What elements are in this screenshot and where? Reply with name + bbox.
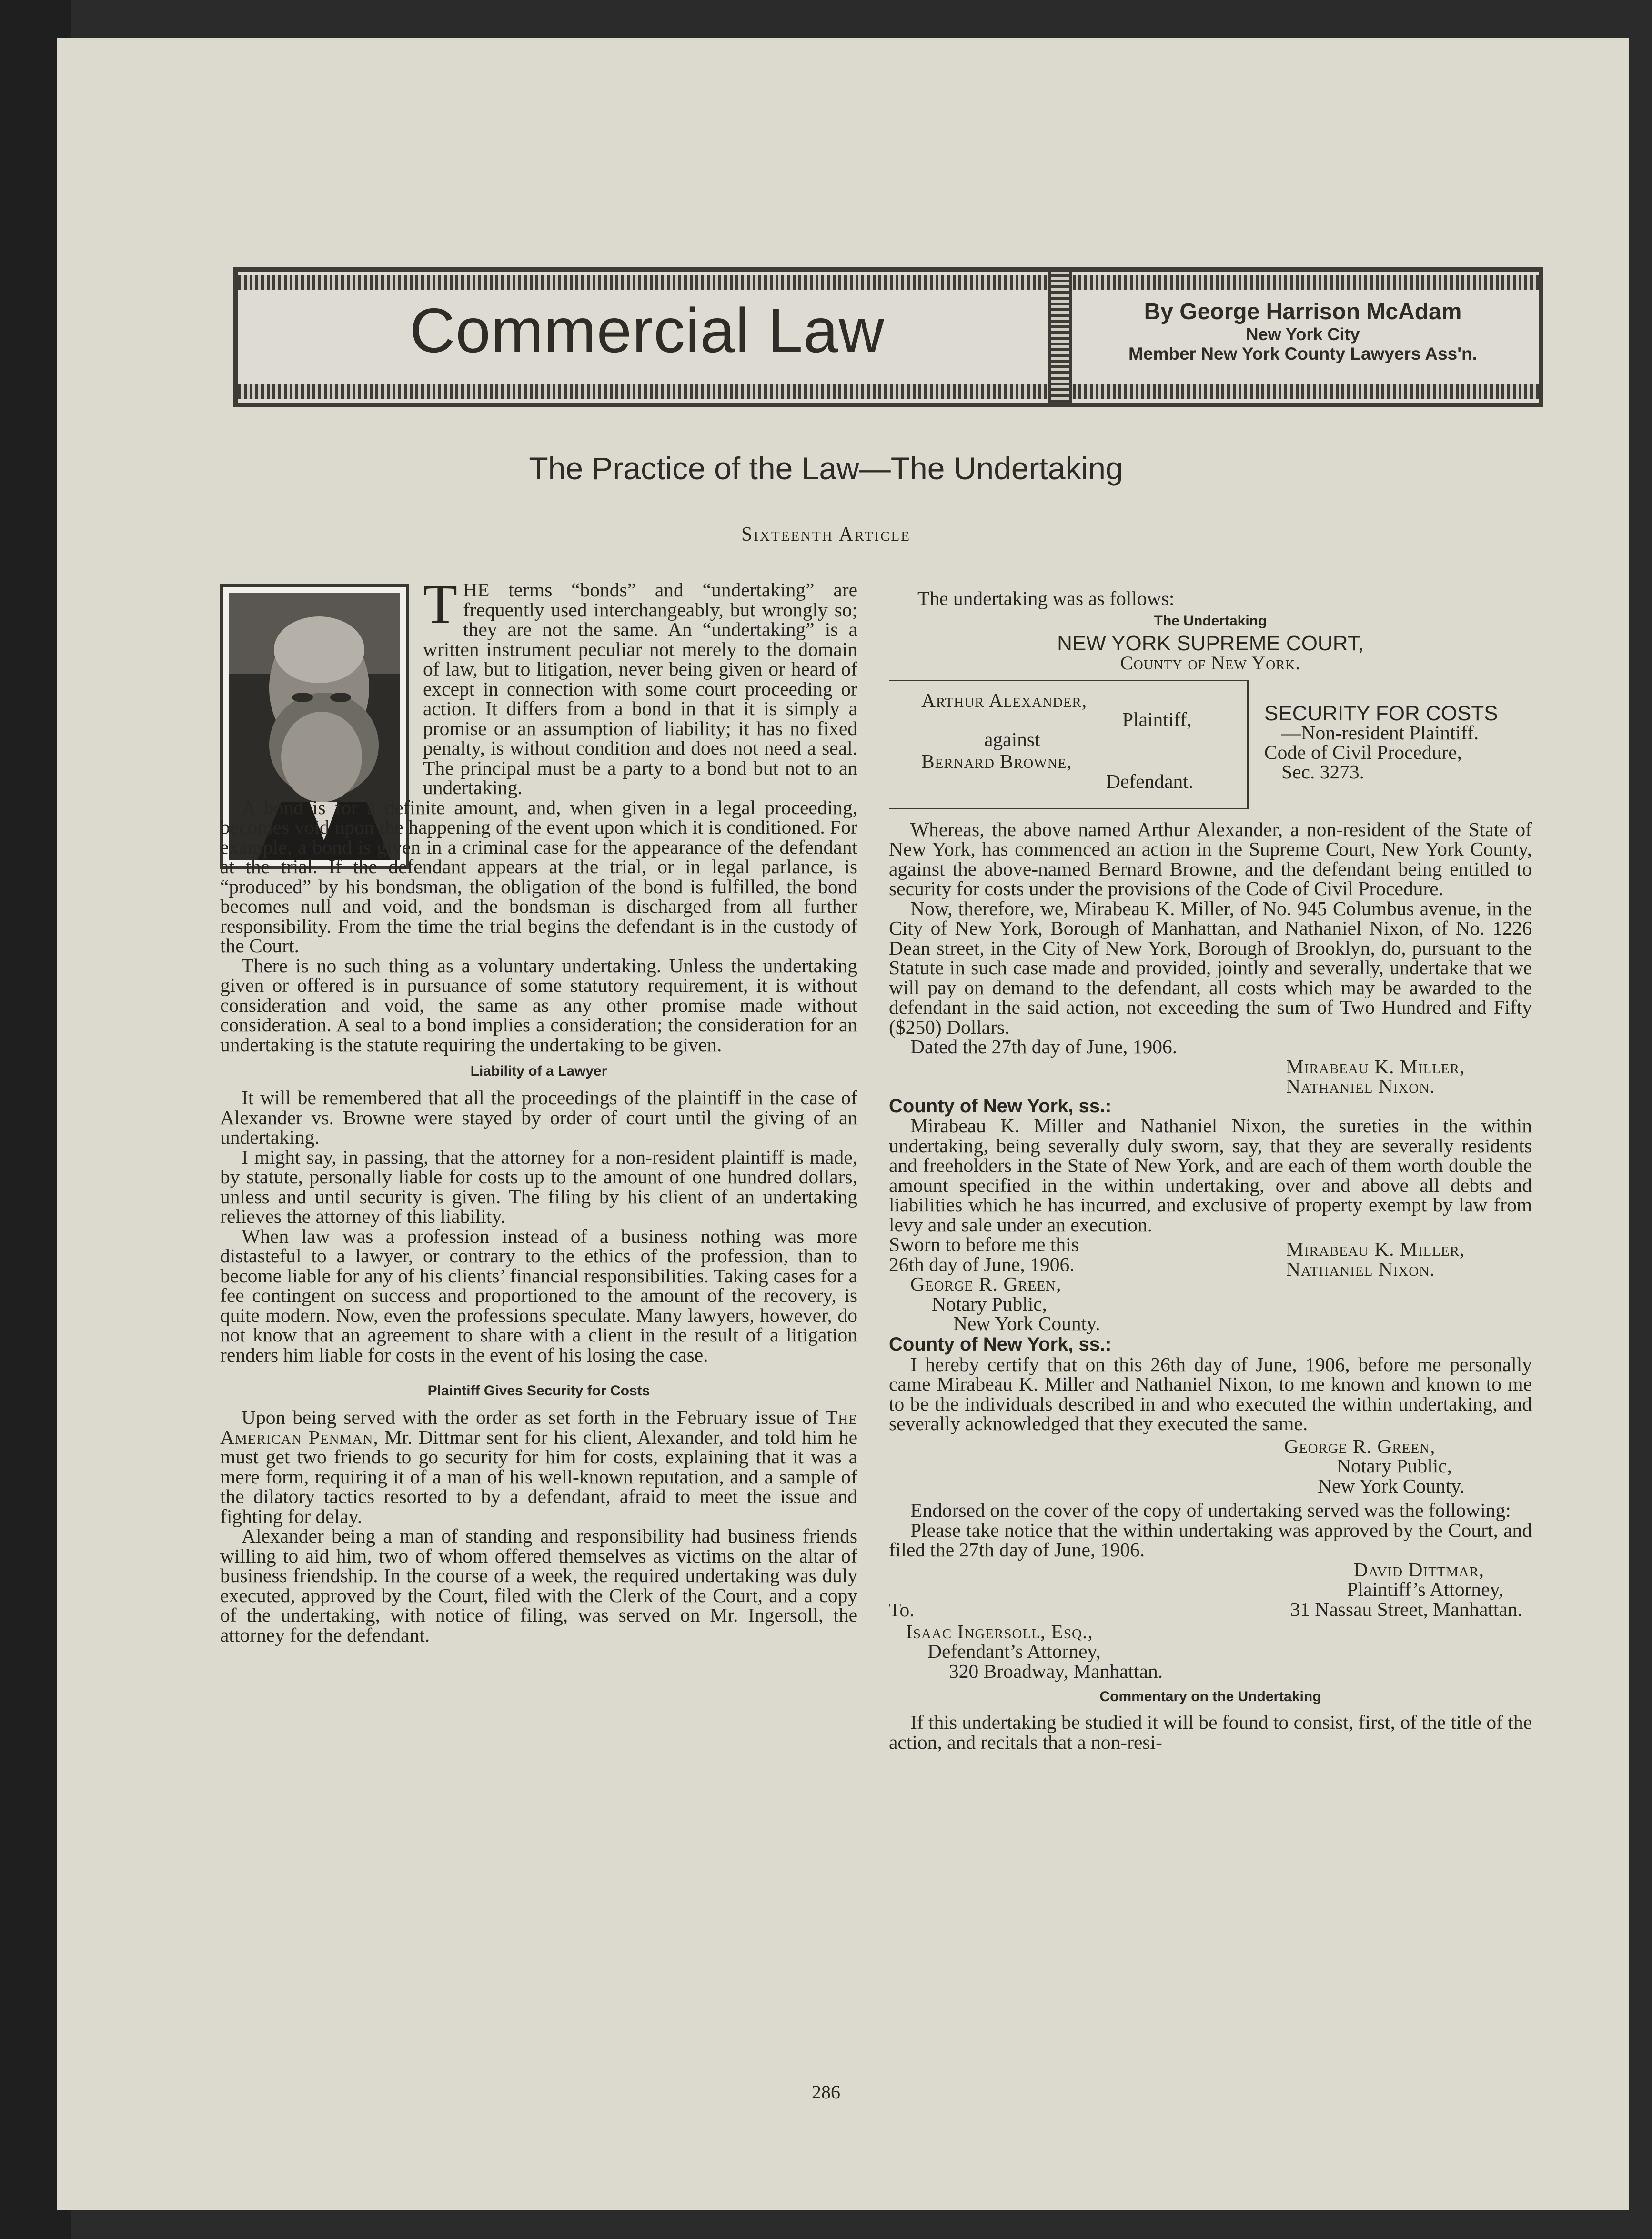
right-column bbox=[889, 589, 1532, 1752]
attorney-role: Plaintiff’s Attorney, bbox=[1347, 1578, 1503, 1600]
article-subhead: Sixteenth Article bbox=[741, 524, 911, 545]
paragraph: Please take notice that the within undertaking was approved by the Court, and filed the 27th day of June, 1906. bbox=[889, 1519, 1532, 1561]
attorney-signature bbox=[1189, 1560, 1522, 1620]
court-name: NEW YORK SUPREME COURT, bbox=[1057, 631, 1364, 655]
banner-ornament-divider bbox=[1048, 272, 1072, 403]
addressee-address: 320 Broadway, Manhattan. bbox=[949, 1660, 1163, 1682]
security-line: Sec. 3273. bbox=[1281, 760, 1365, 783]
signature-line: Notary Public, bbox=[1337, 1455, 1452, 1477]
notary-name: George R. Green, bbox=[910, 1273, 1062, 1295]
paragraph: Dated the 27th day of June, 1906. bbox=[910, 1036, 1178, 1058]
section-heading: Liability of a Lawyer bbox=[470, 1063, 607, 1079]
section-banner bbox=[233, 267, 1543, 407]
page-number: 286 bbox=[812, 2081, 840, 2103]
publication-name: The American Penman bbox=[220, 1406, 857, 1448]
security-line: Code of Civil Procedure, bbox=[1264, 741, 1462, 763]
paragraph: It will be remembered that all the proceedings of the plaintiff in the case of Alexander vs. Browne were stayed by order of court until the giving of an undertaking. bbox=[220, 1087, 857, 1148]
drop-cap: T bbox=[423, 573, 458, 635]
paragraph: Alexander being a man of standing and responsibility had business friends willing to aid him, two of whom offered themselves as victims on the altar of business friendship. In the course of a week, the required undertaking was duly executed, approved by the Court, filed with the Clerk of the Court, and a copy of the undertaking, with notice of filing, was served on Mr. Ingersoll, the attorney for the defendant. bbox=[220, 1525, 857, 1646]
paragraph: The undertaking was as follows: bbox=[917, 587, 1175, 609]
signature-block bbox=[1284, 1437, 1532, 1496]
paragraph: Whereas, the above named Arthur Alexander, a non-resident of the State of New York, has commenced an action in the Supreme Court, New York County, against the above-named Bernard Browne, and the defendant being entitled to security for costs under the provisions of the Code of Civil Procedure. bbox=[889, 818, 1532, 899]
byline-city: New York City bbox=[1246, 324, 1360, 344]
paragraph: If this undertaking be studied it will be found to consist, first, of the title of the action, and recitals that a non-resi- bbox=[889, 1711, 1532, 1753]
signature-block bbox=[1286, 1240, 1465, 1279]
left-column bbox=[220, 573, 858, 1646]
paragraph-text: , Mr. Dittmar sent for his client, Alexander, and told him he must get two friends to go security for him for costs, explaining that it was a mere form, requiring it of a man of his well-known reputation, and a sample of the dilatory tactics resorted to by a defendant, afraid to meet the issue and fighting for delay. bbox=[220, 1426, 858, 1527]
paragraph bbox=[220, 1408, 857, 1526]
paragraph: I might say, in passing, that the attorney for a non-resident plaintiff is made, by statute, personally liable for costs up to the amount of one hundred dollars, unless and until security is given. The filing by his client of an undertaking relieves the attorney of this liability. bbox=[220, 1146, 857, 1227]
jurat-line: Notary Public, bbox=[932, 1292, 1048, 1315]
section-heading: The Undertaking bbox=[1154, 613, 1267, 629]
article-headline: The Practice of the Law—The Undertaking bbox=[529, 451, 1123, 486]
attorney-block bbox=[889, 1560, 1532, 1622]
signature-line: Nathaniel Nixon. bbox=[1286, 1258, 1435, 1280]
addressee-role: Defendant’s Attorney, bbox=[927, 1640, 1101, 1662]
county-heading: County of New York, ss.: bbox=[889, 1334, 1112, 1355]
to-label: To. bbox=[889, 1598, 915, 1621]
security-line: —Non-resident Plaintiff. bbox=[1281, 721, 1479, 744]
section-title: Commercial Law bbox=[410, 295, 885, 365]
paragraph: Mirabeau K. Miller and Nathaniel Nixon, the sureties in the within undertaking, being severally duly sworn, say, that they are severally residents and freeholders in the State of New York, and are each of them worth double the amount specified in the within undertaking, over and above all debts and liabilities which he has incurred, and exclusive of property exempt by law from levy and sale under an execution. bbox=[889, 1115, 1532, 1236]
banner-ornament-bottom bbox=[238, 384, 1539, 399]
paragraph: There is no such thing as a voluntary undertaking. Unless the undertaking given or offered is in pursuance of some statutory requirement, it is without consideration and void, the same as any other promise made without consideration. A seal to a bond implies a consideration; the consideration for an undertaking is the statute requiring the undertaking to be given. bbox=[220, 954, 857, 1056]
signature-line: Nathaniel Nixon. bbox=[1286, 1075, 1435, 1097]
intro-paragraph bbox=[423, 573, 857, 798]
signature-block bbox=[1286, 1057, 1532, 1097]
signature-line: Mirabeau K. Miller, bbox=[1286, 1055, 1465, 1078]
section-heading: Commentary on the Undertaking bbox=[1099, 1689, 1321, 1704]
paragraph: When law was a profession instead of a business nothing was more distasteful to a lawyer, or contrary to the ethics of the profession, than to become liable for any of his clients’ financial responsibilities. Taking cases for a fee contingent on success and proportioned to the amount of the recovery, is quite modern. Now, even the professions speculate. Many lawyers, however, do not know that an agreement to share with a client in the result of a litigation renders him liable for costs in the event of his losing the case. bbox=[220, 1225, 857, 1366]
security-title: SECURITY FOR COSTS bbox=[1264, 701, 1498, 725]
addressee-name: Isaac Ingersoll, Esq., bbox=[906, 1620, 1093, 1643]
sworn-block bbox=[889, 1235, 1532, 1335]
section-heading: Plaintiff Gives Security for Costs bbox=[427, 1383, 650, 1399]
plaintiff-name: Arthur Alexander, bbox=[921, 689, 1088, 711]
against-label: against bbox=[984, 728, 1040, 750]
attorney-address: 31 Nassau Street, Manhattan. bbox=[1290, 1598, 1522, 1620]
intro-text: HE terms “bonds” and “undertaking” are frequently used interchangeably, but wrongly so; they are not the same. An “undertaking” is a written instrument peculiar not merely to the domain of law, but to litigation, never being given or heard of except in connection with some court proceeding or action. It differs from a bond in that it is simply a promise or an assumption of liability; it has no fixed penalty, is without condition and does not need a seal. The principal must be a party to a bond but not to an undertaking. bbox=[423, 579, 857, 798]
signature-line: Mirabeau K. Miller, bbox=[1286, 1238, 1465, 1260]
addressee-block bbox=[906, 1622, 1532, 1682]
signature-line: New York County. bbox=[1318, 1474, 1465, 1497]
court-county: County of New York. bbox=[1120, 652, 1301, 674]
plaintiff-role: Plaintiff, bbox=[1122, 708, 1192, 730]
attorney-name: David Dittmar, bbox=[1353, 1558, 1484, 1581]
caption-box bbox=[889, 680, 1249, 809]
byline-author: By George Harrison McAdam bbox=[1144, 299, 1462, 324]
paragraph: Endorsed on the cover of the copy of undertaking served was the following: bbox=[910, 1499, 1511, 1521]
jurat-line: 26th day of June, 1906. bbox=[889, 1253, 1075, 1275]
banner-ornament-top bbox=[238, 275, 1539, 290]
jurat-line: Sworn to before me this bbox=[889, 1233, 1079, 1255]
byline bbox=[1081, 299, 1524, 364]
byline-membership: Member New York County Lawyers Ass'n. bbox=[1128, 344, 1477, 364]
jurat-line: New York County. bbox=[953, 1312, 1100, 1334]
defendant-role: Defendant. bbox=[1106, 770, 1194, 792]
paragraph: A bond is for a definite amount, and, when given in a legal proceeding, becomes void upon the happening of the event upon which it is conditioned. For example, a bond is given in a criminal case for the appearance of the defendant at the trial. If the defendant appears at the trial, or in legal parlance, is “produced” by his bondsman, the obligation of the bond is fulfilled, the bond becomes null and void, and the bondsman is discharged from all further responsibility. From the time the trial begins the defendant is in the custody of the Court. bbox=[220, 796, 857, 957]
county-heading: County of New York, ss.: bbox=[889, 1095, 1112, 1117]
security-heading bbox=[1264, 701, 1536, 783]
defendant-name: Bernard Browne, bbox=[921, 750, 1072, 772]
case-caption bbox=[889, 677, 1532, 820]
paragraph-text: Upon being served with the order as set forth in the February issue of bbox=[242, 1406, 826, 1428]
paragraph: I hereby certify that on this 26th day of June, 1906, before me personally came Mirabeau K. Miller and Nathaniel Nixon, to me known and known to me to be the individuals described in and who executed the within undertaking, and severally acknowledged that they executed the same. bbox=[889, 1353, 1532, 1434]
paragraph: Now, therefore, we, Mirabeau K. Miller, of No. 945 Columbus avenue, in the City of New York, Borough of Manhattan, and Nathaniel Nixon, of No. 1226 Dean street, in the City of New York, Borough of Brooklyn, do, pursuant to the Statute in such case made and provided, jointly and severally, undertake that we will pay on demand to the defendant, all costs which may be awarded to the defendant in the said action, not exceeding the sum of Two Hundred and Fifty ($250) Dollars. bbox=[889, 897, 1532, 1038]
signature-line: George R. Green, bbox=[1284, 1435, 1436, 1457]
sworn-jurat bbox=[889, 1235, 1100, 1334]
